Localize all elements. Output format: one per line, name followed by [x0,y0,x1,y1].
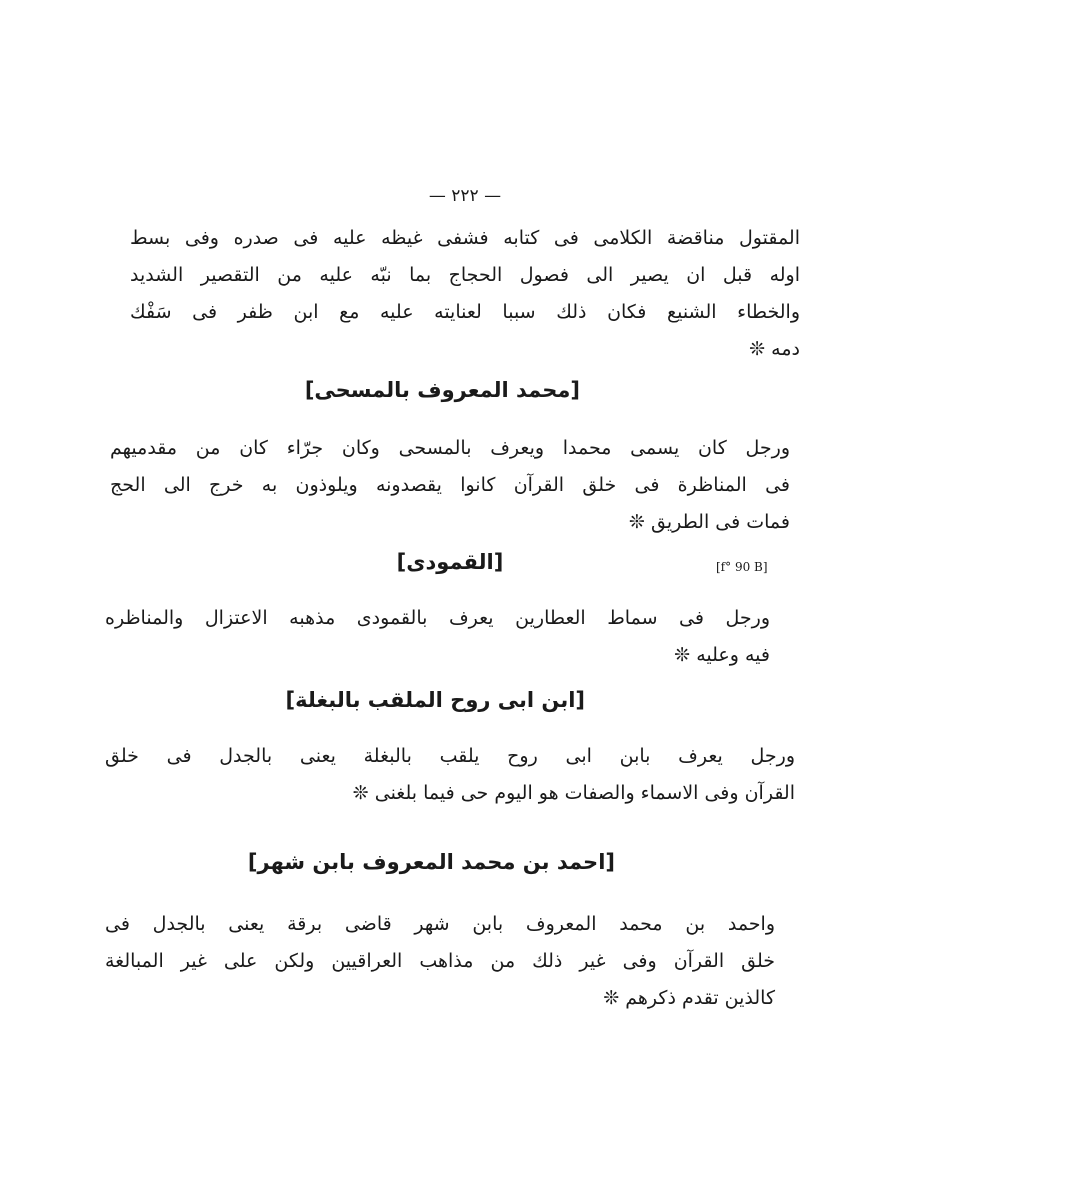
section-heading-ibn-shahr: [احمد بن محمد المعروف بابن شهر] [247,850,615,874]
paragraph-line: فيه وعليه ❊ [674,644,770,666]
section-heading-almashi: [محمد المعروف بالمسحى] [304,378,580,402]
page-number: — ٢٢٢ — [428,186,502,206]
paragraph-line: ورجل يعرف بابن ابى روح يلقب بالبغلة يعنى بالجدل فى خلق [105,745,795,767]
paragraph-line: دمه ❊ [749,338,800,360]
paragraph-line: والخطاء الشنيع فكان ذلك سببا لعنايته عليه مع ابن ظفر فى سَفْك [130,301,800,323]
section-heading-ibn-abi-rawh: [ابن ابى روح الملقب بالبغلة] [285,688,585,712]
paragraph-line: فمات فى الطريق ❊ [629,511,790,533]
paragraph-line: خلق القرآن وفى غير ذلك من مذاهب العراقيين ولكن على غير المبالغة [105,950,775,972]
section-heading-alqamudi: [القمودى] [396,550,504,574]
section-paragraph-alqamudi [105,600,770,674]
paragraph-line: المقتول مناقضة الكلامى فى كتابه فشفى غيظه عليه فى صدره وفى بسط [130,227,800,249]
folio-marker: [f° 90 B] [716,560,768,574]
paragraph-line: ورجل كان يسمى محمدا ويعرف بالمسحى وكان جرّاء كان من مقدميهم [110,437,790,459]
paragraph-line: فى المناظرة فى خلق القرآن كانوا يقصدونه ويلوذون به خرج الى الحج [110,474,790,496]
paragraph-line: القرآن وفى الاسماء والصفات هو اليوم حى فيما بلغنى ❊ [352,782,795,804]
paragraph-line: واحمد بن محمد المعروف بابن شهر قاضى برقة يعنى بالجدل فى [105,913,775,935]
section-paragraph-almashi [110,430,790,541]
paragraph-line: ورجل فى سماط العطارين يعرف بالقمودى مذهبه الاعتزال والمناظره [105,607,770,629]
intro-paragraph [130,220,800,368]
paragraph-line: اوله قبل ان يصير الى فصول الحجاج بما نبّه عليه من التقصير الشديد [130,264,800,286]
paragraph-line: كالذين تقدم ذكرهم ❊ [603,987,775,1009]
section-paragraph-ibn-shahr [105,906,775,1017]
section-paragraph-ibn-abi-rawh [105,738,795,812]
